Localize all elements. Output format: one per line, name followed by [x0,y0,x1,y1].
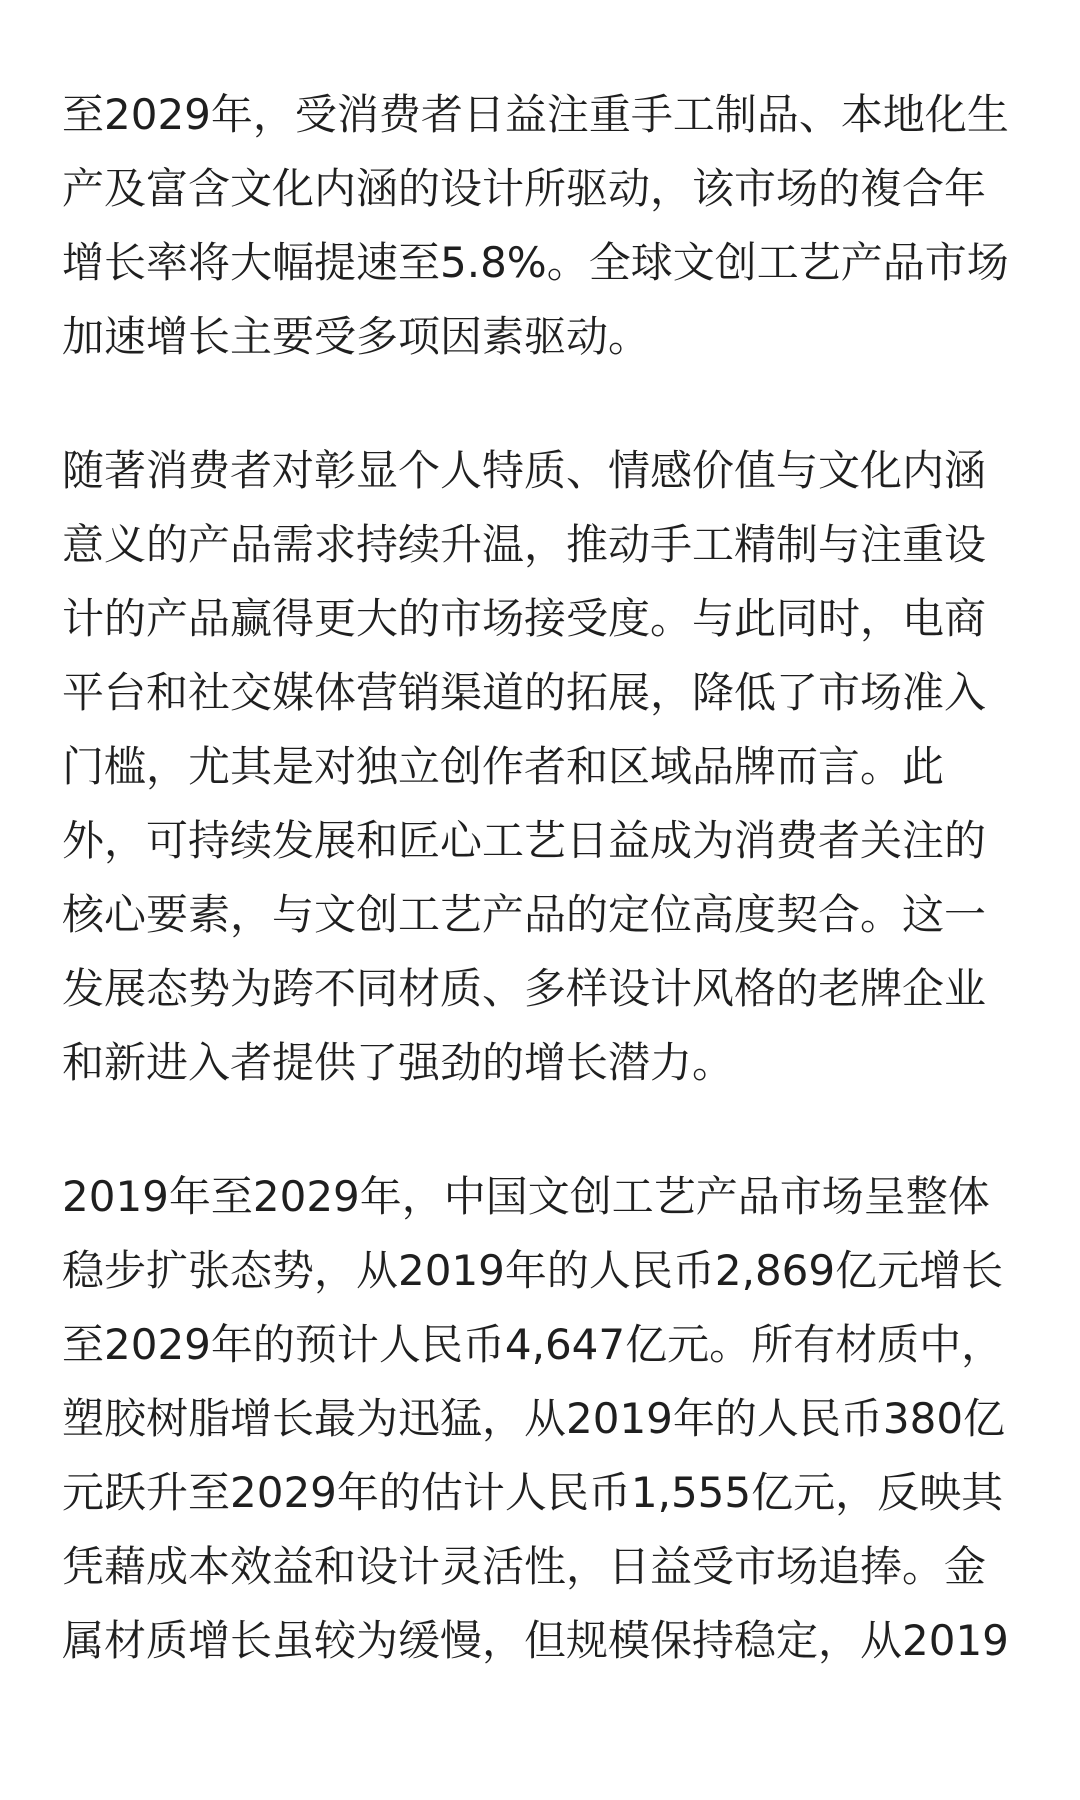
text-line: 发展态势为跨不同材质、多样设计风格的老牌企业 [62,964,987,1013]
paragraph-3 [62,1160,1032,1678]
text-line: 门槛，尤其是对独立创作者和区域品牌而言。此 [62,742,945,791]
text-line: 随著消费者对彰显个人特质、情感价值与文化内涵 [62,446,987,495]
text-line: 稳步扩张态势，从2019年的人民币2,869亿元增长 [62,1246,1004,1295]
text-line: 增长率将大幅提速至5.8%。全球文创工艺产品市场 [62,238,1009,287]
text-line: 2019年至2029年，中国文创工艺产品市场呈整体 [62,1172,990,1221]
text-line: 至2029年，受消费者日益注重手工制品、本地化生 [62,90,1009,139]
text-line: 属材质增长虽较为缓慢，但规模保持稳定，从2019 [62,1616,1009,1665]
article-body [62,78,1032,1738]
text-line: 凭藉成本效益和设计灵活性，日益受市场追捧。金 [62,1542,987,1591]
text-line: 和新进入者提供了强劲的增长潜力。 [62,1038,735,1087]
text-line: 产及富含文化内涵的设计所驱动，该市场的複合年 [62,164,987,213]
text-line: 元跃升至2029年的估计人民币1,555亿元，反映其 [62,1468,1004,1517]
text-line: 计的产品赢得更大的市场接受度。与此同时，电商 [62,594,987,643]
paragraph-2 [62,434,1032,1100]
text-line: 加速增长主要受多项因素驱动。 [62,312,651,361]
text-line: 平台和社交媒体营销渠道的拓展，降低了市场准入 [62,668,987,717]
text-line: 核心要素，与文创工艺产品的定位高度契合。这一 [62,890,987,939]
text-line: 塑胶树脂增长最为迅猛，从2019年的人民币380亿 [62,1394,1006,1443]
text-line: 意义的产品需求持续升温，推动手工精制与注重设 [62,520,987,569]
text-line: 至2029年的预计人民币4,647亿元。所有材质中， [62,1320,1004,1369]
paragraph-1 [62,78,1032,374]
text-line: 外，可持续发展和匠心工艺日益成为消费者关注的 [62,816,987,865]
